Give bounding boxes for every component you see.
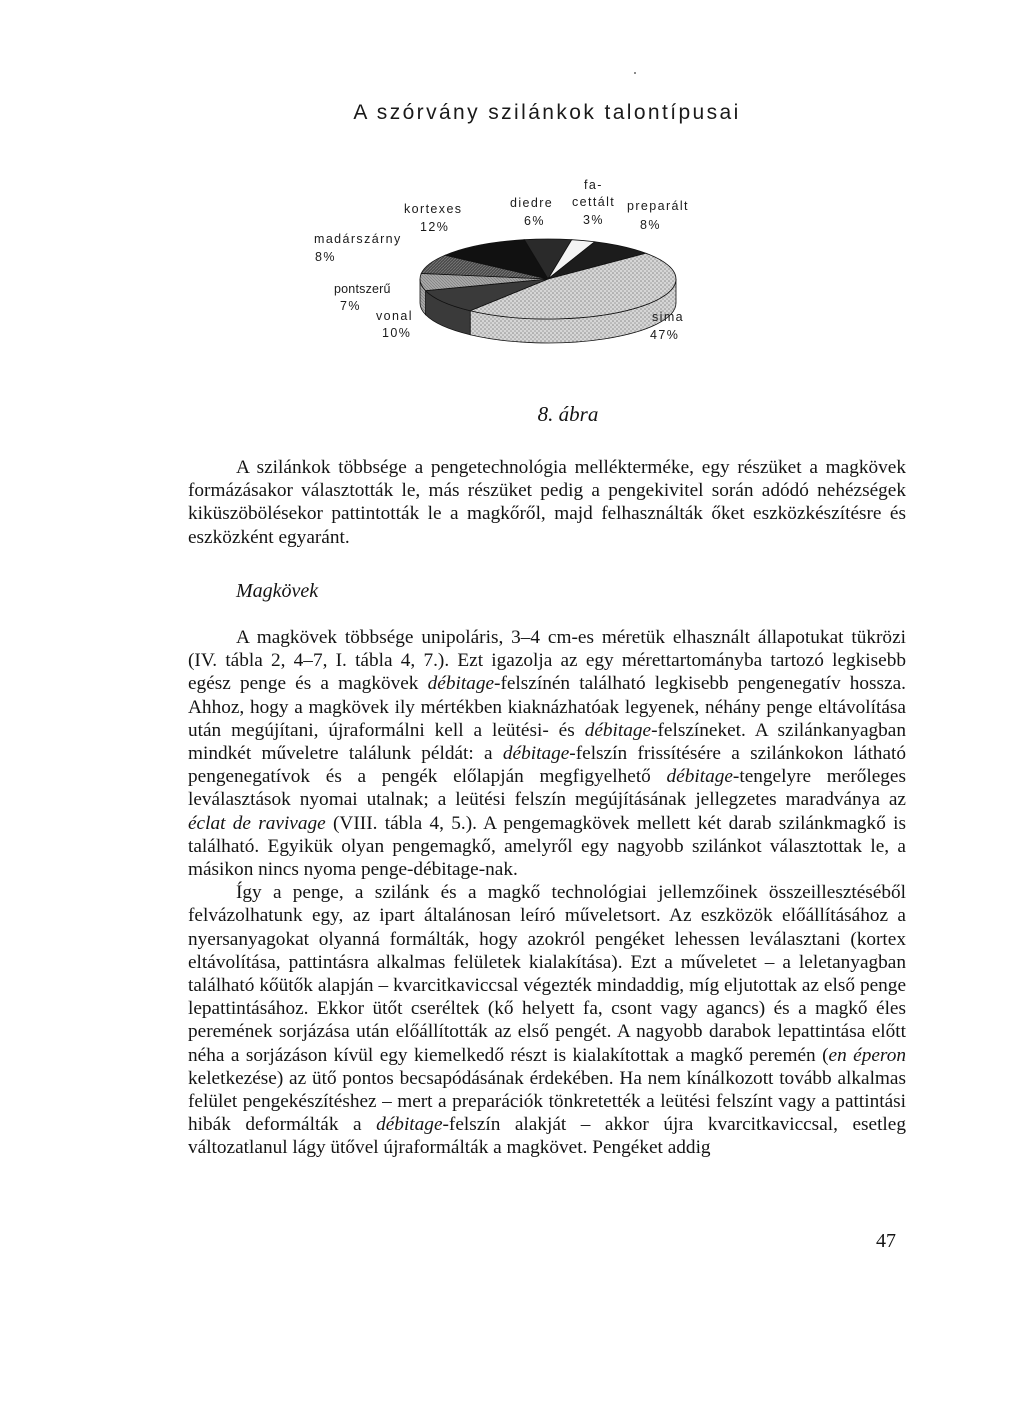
paragraph-1: A szilánkok többsége a pengetechnológia melléktermékе, egy részüket a magkövek formázásakor választották le, más részüket pedig a pengekivitel során adódó nehézségek kiküszöbölésekor pattintották le a magkőről, majd felhasználták őket eszközkészítésre és eszközként egyaránt.: [188, 457, 906, 548]
label-diedre-pct: 6%: [524, 214, 545, 228]
label-preparalt-pct: 8%: [640, 218, 661, 232]
label-facettalt-pct: 3%: [583, 213, 604, 227]
paragraph-3: Így a penge, a szilánk és a magkő technológiai jellemzőinek összeillesztéséből felvázolhatunk egy, az ipart általánosan leíró műveletsort. Az eszközök előállításához a nyersanyagokat olyanná formálták, hogy azokról pengéket lehessen leválasztani (kortex eltávolítása, pattintásra alkalmas felületek kialakítása). Ezt a műveletet – a leletanyagban található kőütők alapján – kvarcitkaviccsal végezték mindaddig, míg eljutottak az első penge lepattintásához. Ekkor ütőt cseréltek (kő helyett fa, csont vagy agancs) és a magkő éles peremének sorjázása után előállították az első pengét. A nagyobb darabok lepattintása előtt néha a sorjázáson kívül egy kiemelkedő részt is kialakítottak a magkő peremén (en éperon keletkezése) az ütő pontos becsapódásának érdekében. Ha nem kínálkozott tovább alkalmas felület pengekészítéshez – mert a preparációk tönkretették a leütési felszínt vagy a pattintási hibák deformálták a débitage-felszín alakját – akkor újra kvarcitkaviccsal, esetleg változatlanul lágy ütővel újraformálták a magkövet. Pengéket addig: [188, 882, 906, 1159]
label-vonal: vonal: [376, 309, 413, 323]
paragraph-1-block: [188, 456, 906, 549]
page-number: 47: [876, 1230, 896, 1252]
chart-title: A szórvány szilánkok talontípusai: [353, 101, 741, 124]
section-heading: Magkövek: [236, 580, 319, 602]
label-preparalt: preparált: [627, 199, 689, 213]
label-madarszarny: madárszárny: [314, 232, 402, 246]
figure-caption: 8. ábra: [537, 402, 599, 426]
paragraph-2: A magkövek többsége unipoláris, 3–4 cm-es méretük elhasznált állapotukat tükrözi (IV. tábla 2, 4–7, I. tábla 4, 7.). Ezt igazolja az egy mérettartományba tartozó legkisebb egész penge és a magkövek débitage-felszínén található legkisebb pengenegatív hossza. Ahhoz, hogy a magkövek ily mértékben kiaknázhatóak legyenek, néhány penge eltávolítása után megújítani, újraformálni kell a leütési- és débitage-felszíneket. A szilánkanyagban mindkét műveletre találunk példát: a débitage-felszín frissítésére a szilánkokon látható pengenegatívok és a pengék előlapján megfigyelhető débitage-tengelyre merőleges leválasztások nyomai utalnak; a leütési felszín megújításának jellegzetes maradványa az éclat de ravivage (VIII. tábla 4, 5.). A pengemagkövek mellett két darab szilánkmagkő is található. Egyikük olyan pengemagkő, amelyről egy nagyobb szilánkot választottak le, a másikon nincs nyoma penge-débitage-nak.: [188, 627, 907, 881]
body-text: [188, 626, 906, 1160]
label-madarszarny-pct: 8%: [315, 250, 336, 264]
label-facettalt-1: fa-: [584, 178, 603, 192]
label-pontszeru: pontszerű: [334, 282, 391, 296]
label-kortexes-pct: 12%: [420, 220, 450, 234]
label-pontszeru-pct: 7%: [340, 299, 361, 313]
label-diedre: diedre: [510, 196, 554, 210]
label-vonal-pct: 10%: [382, 326, 412, 340]
label-sima-pct: 47%: [650, 328, 680, 342]
label-facettalt-2: cettált: [572, 195, 616, 209]
label-kortexes: kortexes: [404, 202, 463, 216]
label-sima: sima: [652, 310, 684, 324]
